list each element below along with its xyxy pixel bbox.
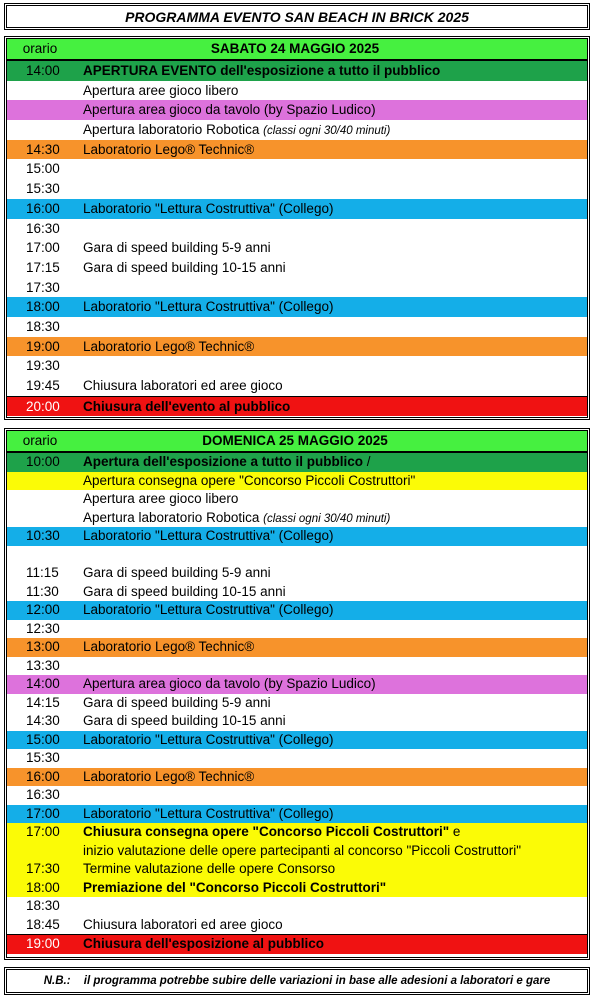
row-text: APERTURA EVENTO dell'esposizione a tutto il pubblico bbox=[83, 63, 441, 78]
row-description bbox=[83, 179, 587, 199]
row-time: 12:30 bbox=[26, 620, 60, 636]
row-description bbox=[83, 638, 587, 657]
row-description bbox=[83, 694, 587, 713]
schedule-row bbox=[7, 712, 587, 731]
row-time: 15:00 bbox=[26, 161, 60, 177]
row-text: Laboratorio Lego® Technic® bbox=[83, 141, 255, 157]
row-description bbox=[83, 860, 587, 879]
saturday-header bbox=[7, 39, 587, 60]
row-description bbox=[83, 509, 587, 528]
time-column-header: orario bbox=[22, 41, 58, 56]
row-text: Gara di speed building 10-15 anni bbox=[83, 713, 286, 728]
row-text: Laboratorio "Lettura Costruttiva" (Collego) bbox=[83, 299, 334, 315]
sunday-header bbox=[7, 431, 587, 452]
row-time: 14:30 bbox=[26, 141, 60, 157]
row-time bbox=[7, 100, 83, 120]
row-text: Laboratorio Lego® Technic® bbox=[83, 639, 255, 654]
row-description bbox=[83, 620, 587, 639]
row-description bbox=[83, 490, 587, 509]
row-text: Chiusura laboratori ed aree gioco bbox=[83, 378, 283, 393]
row-time: 15:30 bbox=[26, 181, 60, 197]
row-description bbox=[83, 675, 587, 694]
row-text: Laboratorio "Lettura Costruttiva" (Collego) bbox=[83, 731, 334, 747]
row-description bbox=[83, 140, 587, 160]
row-text: Laboratorio Lego® Technic® bbox=[83, 768, 255, 784]
row-time: 17:30 bbox=[26, 279, 60, 295]
row-time: 13:00 bbox=[26, 639, 60, 654]
row-time: 11:15 bbox=[26, 565, 59, 580]
row-text: Chiusura laboratori ed aree gioco bbox=[83, 916, 283, 932]
row-text: inizio valutazione delle opere partecipanti al concorso "Piccoli Costruttori" bbox=[83, 842, 522, 858]
row-description bbox=[83, 564, 587, 583]
row-text: Premiazione del "Concorso Piccoli Costruttori" bbox=[83, 879, 387, 895]
row-description bbox=[83, 583, 587, 602]
row-time: 19:45 bbox=[26, 378, 60, 393]
row-description bbox=[83, 823, 587, 842]
schedule-row bbox=[7, 297, 587, 317]
schedule-row bbox=[7, 258, 587, 278]
row-text: Laboratorio "Lettura Costruttiva" (Collego) bbox=[83, 805, 334, 821]
schedule-row bbox=[7, 786, 587, 805]
schedule-row bbox=[7, 490, 587, 509]
row-description bbox=[83, 897, 587, 916]
schedule-row bbox=[7, 317, 587, 337]
schedule-row bbox=[7, 60, 587, 81]
schedule-row bbox=[7, 120, 587, 140]
row-description bbox=[83, 100, 587, 120]
schedule-row bbox=[7, 472, 587, 491]
schedule-row bbox=[7, 583, 587, 602]
schedule-row bbox=[7, 159, 587, 179]
row-time: 10:00 bbox=[26, 454, 60, 469]
row-time: 15:00 bbox=[26, 731, 60, 747]
row-description bbox=[83, 546, 587, 565]
row-description bbox=[83, 879, 587, 898]
row-text: Gara di speed building 5-9 anni bbox=[83, 694, 271, 710]
schedule-row bbox=[7, 100, 587, 120]
row-text: Apertura consegna opere "Concorso Piccoli Costruttori" bbox=[83, 472, 416, 488]
row-description bbox=[83, 749, 587, 768]
row-text: Gara di speed building 10-15 anni bbox=[83, 583, 286, 599]
schedule-row bbox=[7, 657, 587, 676]
schedule-row bbox=[7, 509, 587, 528]
schedule-row bbox=[7, 934, 587, 954]
row-description bbox=[83, 397, 587, 417]
row-time bbox=[7, 842, 83, 861]
schedule-row bbox=[7, 675, 587, 694]
row-description bbox=[83, 356, 587, 376]
row-text: Gara di speed building 5-9 anni bbox=[83, 565, 271, 580]
day-title: DOMENICA 25 MAGGIO 2025 bbox=[202, 433, 388, 448]
row-text: Apertura area gioco da tavolo (by Spazio Ludico) bbox=[83, 676, 376, 691]
row-description bbox=[83, 601, 587, 620]
row-description bbox=[83, 297, 587, 317]
row-time bbox=[7, 120, 83, 140]
schedule-row bbox=[7, 620, 587, 639]
row-time: 17:30 bbox=[26, 861, 60, 876]
footnote-label: N.B.: bbox=[43, 975, 71, 987]
row-description bbox=[83, 712, 587, 731]
row-description bbox=[83, 337, 587, 357]
schedule-row bbox=[7, 842, 587, 861]
row-suffix: / bbox=[362, 454, 371, 469]
row-text: Laboratorio "Lettura Costruttiva" (Collego) bbox=[83, 528, 334, 543]
row-description bbox=[83, 120, 587, 140]
row-time: 18:00 bbox=[26, 299, 60, 315]
row-time: 17:00 bbox=[26, 824, 60, 839]
row-description bbox=[83, 61, 587, 81]
row-description bbox=[83, 842, 587, 861]
row-time: 19:00 bbox=[26, 936, 60, 951]
schedule-row bbox=[7, 356, 587, 376]
row-time: 19:30 bbox=[26, 358, 60, 374]
row-time: 17:00 bbox=[26, 805, 60, 821]
schedule-row bbox=[7, 805, 587, 824]
row-time: 19:00 bbox=[26, 338, 60, 354]
page-title: PROGRAMMA EVENTO SAN BEACH IN BRICK 2025 bbox=[6, 5, 588, 28]
row-text: Apertura aree gioco libero bbox=[83, 491, 239, 506]
row-text: Gara di speed building 10-15 anni bbox=[83, 259, 286, 275]
row-description bbox=[83, 805, 587, 824]
row-description bbox=[83, 159, 587, 179]
schedule-row bbox=[7, 768, 587, 787]
schedule-row bbox=[7, 564, 587, 583]
row-time: 17:00 bbox=[26, 240, 60, 256]
row-time: 16:00 bbox=[26, 768, 60, 784]
row-time bbox=[7, 509, 83, 528]
schedule-row bbox=[7, 396, 587, 417]
schedule-row bbox=[7, 879, 587, 898]
row-text: Apertura aree gioco libero bbox=[83, 82, 239, 98]
row-time: 14:00 bbox=[26, 63, 60, 78]
schedule-row bbox=[7, 81, 587, 101]
row-text: Apertura dell'esposizione a tutto il pubblico bbox=[83, 454, 363, 469]
row-description bbox=[83, 768, 587, 787]
row-description bbox=[83, 81, 587, 101]
row-description bbox=[83, 238, 587, 258]
row-description bbox=[83, 657, 587, 676]
time-column-header: orario bbox=[22, 433, 58, 448]
row-time bbox=[7, 490, 83, 509]
row-text: Laboratorio "Lettura Costruttiva" (Collego) bbox=[83, 602, 334, 617]
schedule-row bbox=[7, 694, 587, 713]
row-description bbox=[83, 935, 587, 954]
row-suffix: e bbox=[449, 824, 461, 839]
row-time: 18:30 bbox=[26, 898, 60, 913]
saturday-rows bbox=[7, 60, 587, 416]
row-description bbox=[83, 199, 587, 219]
schedule-row bbox=[7, 601, 587, 620]
row-time: 14:15 bbox=[26, 694, 60, 710]
row-note: (classi ogni 30/40 minuti) bbox=[263, 125, 391, 138]
schedule-row bbox=[7, 897, 587, 916]
schedule-row bbox=[7, 823, 587, 842]
schedule-row bbox=[7, 749, 587, 768]
row-text: Apertura laboratorio Robotica bbox=[83, 509, 260, 525]
row-time: 16:30 bbox=[26, 220, 60, 236]
row-text: Chiusura dell'esposizione al pubblico bbox=[83, 936, 324, 951]
schedule-row bbox=[7, 238, 587, 258]
schedule-row bbox=[7, 860, 587, 879]
schedule-row bbox=[7, 199, 587, 219]
row-description bbox=[83, 453, 587, 472]
row-time: 13:30 bbox=[26, 657, 60, 673]
row-time: 18:30 bbox=[26, 318, 60, 334]
row-description bbox=[83, 731, 587, 750]
schedule-row bbox=[7, 140, 587, 160]
row-time: 16:00 bbox=[26, 200, 60, 216]
row-time: 14:00 bbox=[26, 676, 60, 691]
row-description bbox=[83, 219, 587, 239]
footnote bbox=[6, 969, 588, 993]
row-time: 18:00 bbox=[26, 879, 60, 895]
row-description bbox=[83, 527, 587, 546]
day-title: SABATO 24 MAGGIO 2025 bbox=[210, 41, 380, 56]
row-note: (classi ogni 30/40 minuti) bbox=[263, 512, 391, 525]
row-description bbox=[83, 916, 587, 935]
schedule-row bbox=[7, 179, 587, 199]
row-text: Chiusura consegna opere "Concorso Piccoli Costruttori" bbox=[83, 824, 450, 839]
row-time bbox=[7, 81, 83, 101]
row-description bbox=[83, 317, 587, 337]
schedule-row bbox=[7, 638, 587, 657]
row-description bbox=[83, 278, 587, 298]
row-time: 16:30 bbox=[26, 787, 60, 802]
row-time: 12:00 bbox=[26, 602, 60, 617]
schedule-row bbox=[7, 337, 587, 357]
saturday-schedule bbox=[6, 38, 588, 418]
schedule-row bbox=[7, 916, 587, 935]
row-text: Apertura area gioco da tavolo (by Spazio Ludico) bbox=[83, 102, 376, 118]
sunday-schedule bbox=[6, 430, 588, 958]
schedule-row bbox=[7, 527, 587, 546]
schedule-row bbox=[7, 376, 587, 396]
row-time: 10:30 bbox=[26, 528, 60, 543]
schedule-row bbox=[7, 546, 587, 565]
row-text: Chiusura dell'evento al pubblico bbox=[83, 398, 291, 414]
schedule-row bbox=[7, 278, 587, 298]
row-description bbox=[83, 472, 587, 491]
row-time: 18:45 bbox=[26, 916, 60, 932]
row-description bbox=[83, 786, 587, 805]
row-text: Termine valutazione delle opere Consorso bbox=[83, 861, 336, 876]
schedule-row bbox=[7, 219, 587, 239]
row-time: 11:30 bbox=[26, 583, 59, 599]
row-time: 20:00 bbox=[26, 398, 60, 414]
row-description bbox=[83, 258, 587, 278]
row-text: Laboratorio Lego® Technic® bbox=[83, 338, 255, 354]
row-text: Apertura laboratorio Robotica bbox=[83, 122, 260, 138]
row-time: 17:15 bbox=[26, 259, 60, 275]
row-time bbox=[7, 472, 83, 491]
row-text: Laboratorio "Lettura Costruttiva" (Collego) bbox=[83, 200, 334, 216]
row-description bbox=[83, 376, 587, 396]
row-time: 14:30 bbox=[26, 713, 60, 728]
footnote-text: il programma potrebbe subire delle variazioni in base alle adesioni a laboratori e gare bbox=[83, 975, 551, 987]
row-text: Gara di speed building 5-9 anni bbox=[83, 240, 271, 256]
schedule-row bbox=[7, 731, 587, 750]
row-time bbox=[7, 546, 83, 565]
sunday-rows bbox=[7, 452, 587, 954]
schedule-row bbox=[7, 452, 587, 472]
row-time: 15:30 bbox=[26, 750, 60, 765]
